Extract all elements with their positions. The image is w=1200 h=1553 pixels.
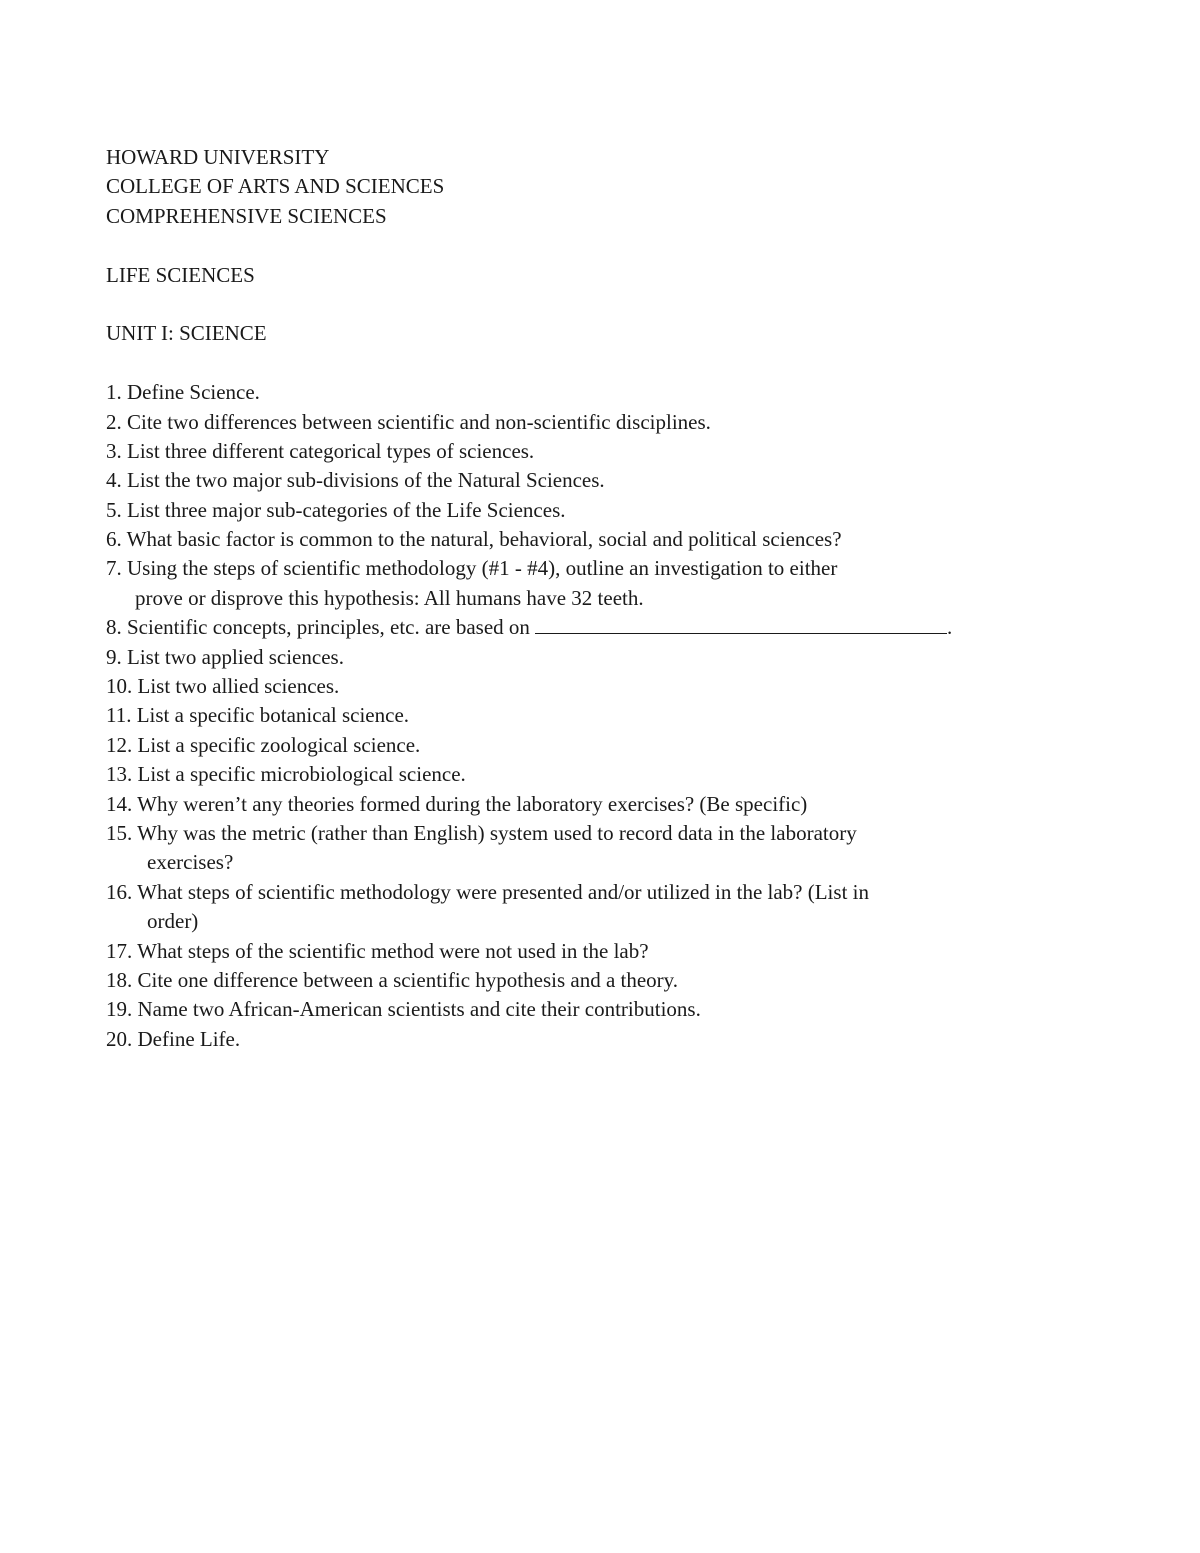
question-5: 5. List three major sub-categories of the Life Sciences. (106, 497, 566, 522)
spacer (106, 231, 1066, 260)
fill-in-blank (535, 613, 947, 634)
question-8 (106, 613, 1066, 642)
question-4: 4. List the two major sub-divisions of the Natural Sciences. (106, 468, 605, 493)
question-18: 18. Cite one difference between a scientific hypothesis and a theory. (106, 967, 679, 992)
question-8-text: 8. Scientific concepts, principles, etc. are based on (106, 615, 530, 640)
spacer (106, 349, 1066, 378)
course-title: LIFE SCIENCES (106, 262, 255, 287)
question-15-line-2: exercises? (147, 850, 234, 875)
question-2: 2. Cite two differences between scientific and non-scientific disciplines. (106, 409, 711, 434)
unit-title: UNIT I: SCIENCE (106, 321, 267, 346)
question-1: 1. Define Science. (106, 380, 260, 405)
college-name: COLLEGE OF ARTS AND SCIENCES (106, 174, 445, 199)
question-16-line-2: order) (147, 909, 199, 934)
question-14: 14. Why weren’t any theories formed during the laboratory exercises? (Be specific) (106, 791, 808, 816)
question-11: 11. List a specific botanical science. (106, 703, 410, 728)
program-name: COMPREHENSIVE SCIENCES (106, 203, 387, 228)
question-17: 17. What steps of the scientific method were not used in the lab? (106, 938, 649, 963)
university-name: HOWARD UNIVERSITY (106, 145, 330, 169)
question-6: 6. What basic factor is common to the natural, behavioral, social and political sciences? (106, 527, 842, 552)
document-content (106, 143, 1066, 1054)
question-13: 13. List a specific microbiological science. (106, 762, 466, 787)
question-20: 20. Define Life. (106, 1026, 241, 1051)
question-12: 12. List a specific zoological science. (106, 732, 421, 757)
question-7-line-1: 7. Using the steps of scientific methodology (#1 - #4), outline an investigation to either (106, 556, 838, 581)
spacer (106, 290, 1066, 319)
question-list (106, 378, 1066, 1054)
question-19: 19. Name two African-American scientists and cite their contributions. (106, 997, 701, 1022)
question-15-line-1: 15. Why was the metric (rather than English) system used to record data in the laboratory (106, 820, 857, 845)
question-16-line-1: 16. What steps of scientific methodology were presented and/or utilized in the lab? (List in (106, 879, 869, 904)
question-9: 9. List two applied sciences. (106, 644, 344, 669)
question-10: 10. List two allied sciences. (106, 674, 340, 699)
question-7-line-2: prove or disprove this hypothesis: All humans have 32 teeth. (135, 585, 644, 610)
question-8-period: . (946, 615, 953, 640)
question-3: 3. List three different categorical types of sciences. (106, 438, 535, 463)
